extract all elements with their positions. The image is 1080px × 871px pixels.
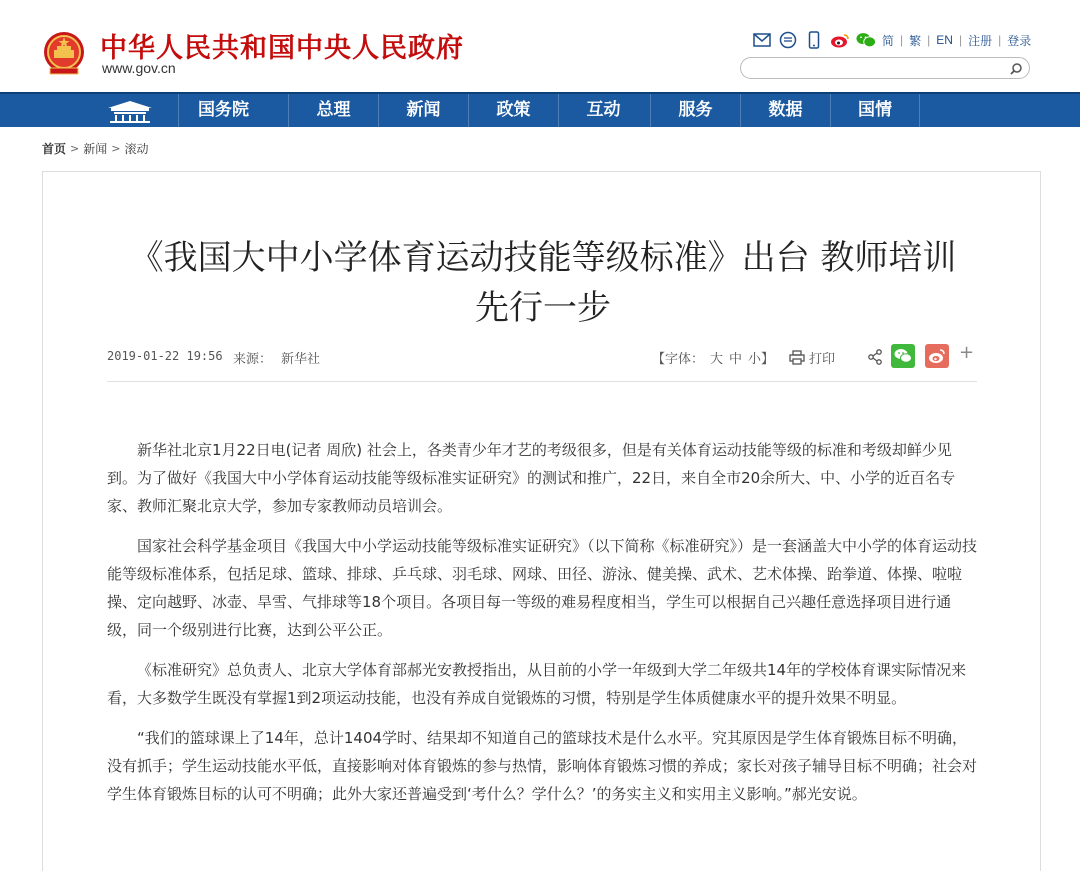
- search-input[interactable]: [740, 57, 1030, 79]
- lang-simplified-link[interactable]: 简: [882, 33, 895, 48]
- site-title[interactable]: 中华人民共和国中央人民政府: [100, 33, 464, 64]
- font-size-large[interactable]: 大: [710, 352, 724, 367]
- font-size-small[interactable]: 小】: [748, 352, 775, 367]
- article-paragraph: 新华社北京1月22日电(记者 周欣) 社会上，各类青少年才艺的考级很多，但是有关体育运动技能等级的标准和考级却鲜少见到。为了做好《我国大中小学体育运动技能等级标准实证研究》的测试和推广，22日，来自全市20余所大、中、小学的近百名专家、教师汇聚北京大学，参加专家教师动员培训会。: [107, 441, 956, 515]
- separator: |: [958, 33, 963, 47]
- site-url: www.gov.cn: [102, 60, 176, 76]
- source-name: 新华社: [281, 352, 321, 367]
- register-link[interactable]: 注册: [968, 33, 993, 48]
- breadcrumb-news[interactable]: 新闻: [83, 142, 108, 156]
- mobile-icon[interactable]: [804, 31, 824, 49]
- font-size-medium[interactable]: 中: [729, 352, 743, 367]
- article-paragraph: “我们的篮球课上了14年，总计1404学时、结果却不知道自己的篮球技术是什么水平。究其原因是学生体育锻炼目标不明确，没有抓手；学生运动技能水平低，直接影响对体育锻炼的参与热情，影响体育锻炼习惯的养成；家长对孩子辅导目标不明确；社会对学生体育锻炼目标的认可不明确；此外大家还普遍受到‘考什么？学什么？’的务实主义和实用主义影响。”郝光安说。: [107, 729, 978, 803]
- font-size-control: [652, 348, 774, 367]
- separator: |: [900, 33, 904, 47]
- nav-item-services[interactable]: 服务: [650, 94, 740, 127]
- separator: |: [927, 33, 931, 47]
- nav-item-news[interactable]: 新闻: [378, 94, 468, 127]
- login-link[interactable]: 登录: [1007, 33, 1032, 48]
- printer-icon: [789, 350, 805, 365]
- article-paragraph: 《标准研究》总负责人、北京大学体育部郝光安教授指出，从目前的小学一年级到大学二年级共14年的学校体育课实际情况来看，大多数学生既没有掌握1到2项运动技能，也没有养成自觉锻炼的习惯，特别是学生体质健康水平的提升效果不明显。: [107, 661, 967, 707]
- weibo-share-icon[interactable]: [925, 344, 949, 368]
- message-icon[interactable]: [778, 31, 798, 49]
- source-label: 来源：: [233, 352, 273, 367]
- main-nav: [0, 92, 1080, 127]
- site-header: [0, 0, 1080, 92]
- separator: |: [998, 33, 1002, 47]
- lang-english-link[interactable]: EN: [936, 33, 953, 47]
- chevron-right-icon: >: [111, 142, 121, 155]
- breadcrumb-scroll[interactable]: 滚动: [124, 142, 149, 156]
- article-title: 《我国大中小学体育运动技能等级标准》出台 教师培训先行一步: [129, 237, 957, 328]
- more-share-button[interactable]: +: [959, 342, 975, 363]
- nav-home-icon[interactable]: [100, 96, 160, 127]
- search-icon[interactable]: [1009, 61, 1023, 75]
- wechat-share-icon[interactable]: [891, 344, 915, 368]
- weibo-icon[interactable]: [830, 31, 850, 49]
- article-container: [42, 171, 1041, 871]
- chevron-right-icon: >: [70, 142, 80, 155]
- publish-date: 2019-01-22 19:56: [107, 349, 223, 363]
- nav-item-premier[interactable]: 总理: [288, 94, 378, 127]
- wechat-icon[interactable]: [856, 31, 876, 49]
- font-size-label: 【字体：: [652, 352, 705, 367]
- lang-traditional-link[interactable]: 繁: [909, 33, 922, 48]
- nav-item-interaction[interactable]: 互动: [558, 94, 648, 127]
- article-meta: [107, 342, 977, 368]
- article-paragraph: 国家社会科学基金项目《我国大中小学运动技能等级标准实证研究》（以下简称《标准研究》）是一套涵盖大中小学的体育运动技能等级标准体系，包括足球、篮球、排球、乒乓球、羽毛球、网球、田径、游泳、健美操、武术、艺术体操、跆拳道、体操、啦啦操、定向越野、冰壶、旱雪、气排球等18个项目。各项目每一等级的难易程度相当，学生可以根据自己兴趣任意选择项目进行通级，同一个级别进行比赛，达到公平公正。: [107, 537, 978, 639]
- meta-divider: [107, 381, 977, 382]
- breadcrumb: [42, 140, 148, 157]
- article-body: [107, 436, 977, 820]
- share-icon[interactable]: [867, 349, 883, 365]
- print-label: 打印: [809, 352, 836, 367]
- nav-item-policy[interactable]: 政策: [468, 94, 558, 127]
- print-button[interactable]: [789, 348, 835, 367]
- national-emblem-logo[interactable]: [42, 30, 86, 76]
- nav-item-state-council[interactable]: 国务院: [178, 94, 268, 127]
- breadcrumb-home[interactable]: 首页: [42, 142, 67, 156]
- mail-icon[interactable]: [752, 31, 772, 49]
- nav-item-national-info[interactable]: 国情: [830, 94, 920, 127]
- top-tools: [752, 30, 1031, 50]
- nav-item-data[interactable]: 数据: [740, 94, 830, 127]
